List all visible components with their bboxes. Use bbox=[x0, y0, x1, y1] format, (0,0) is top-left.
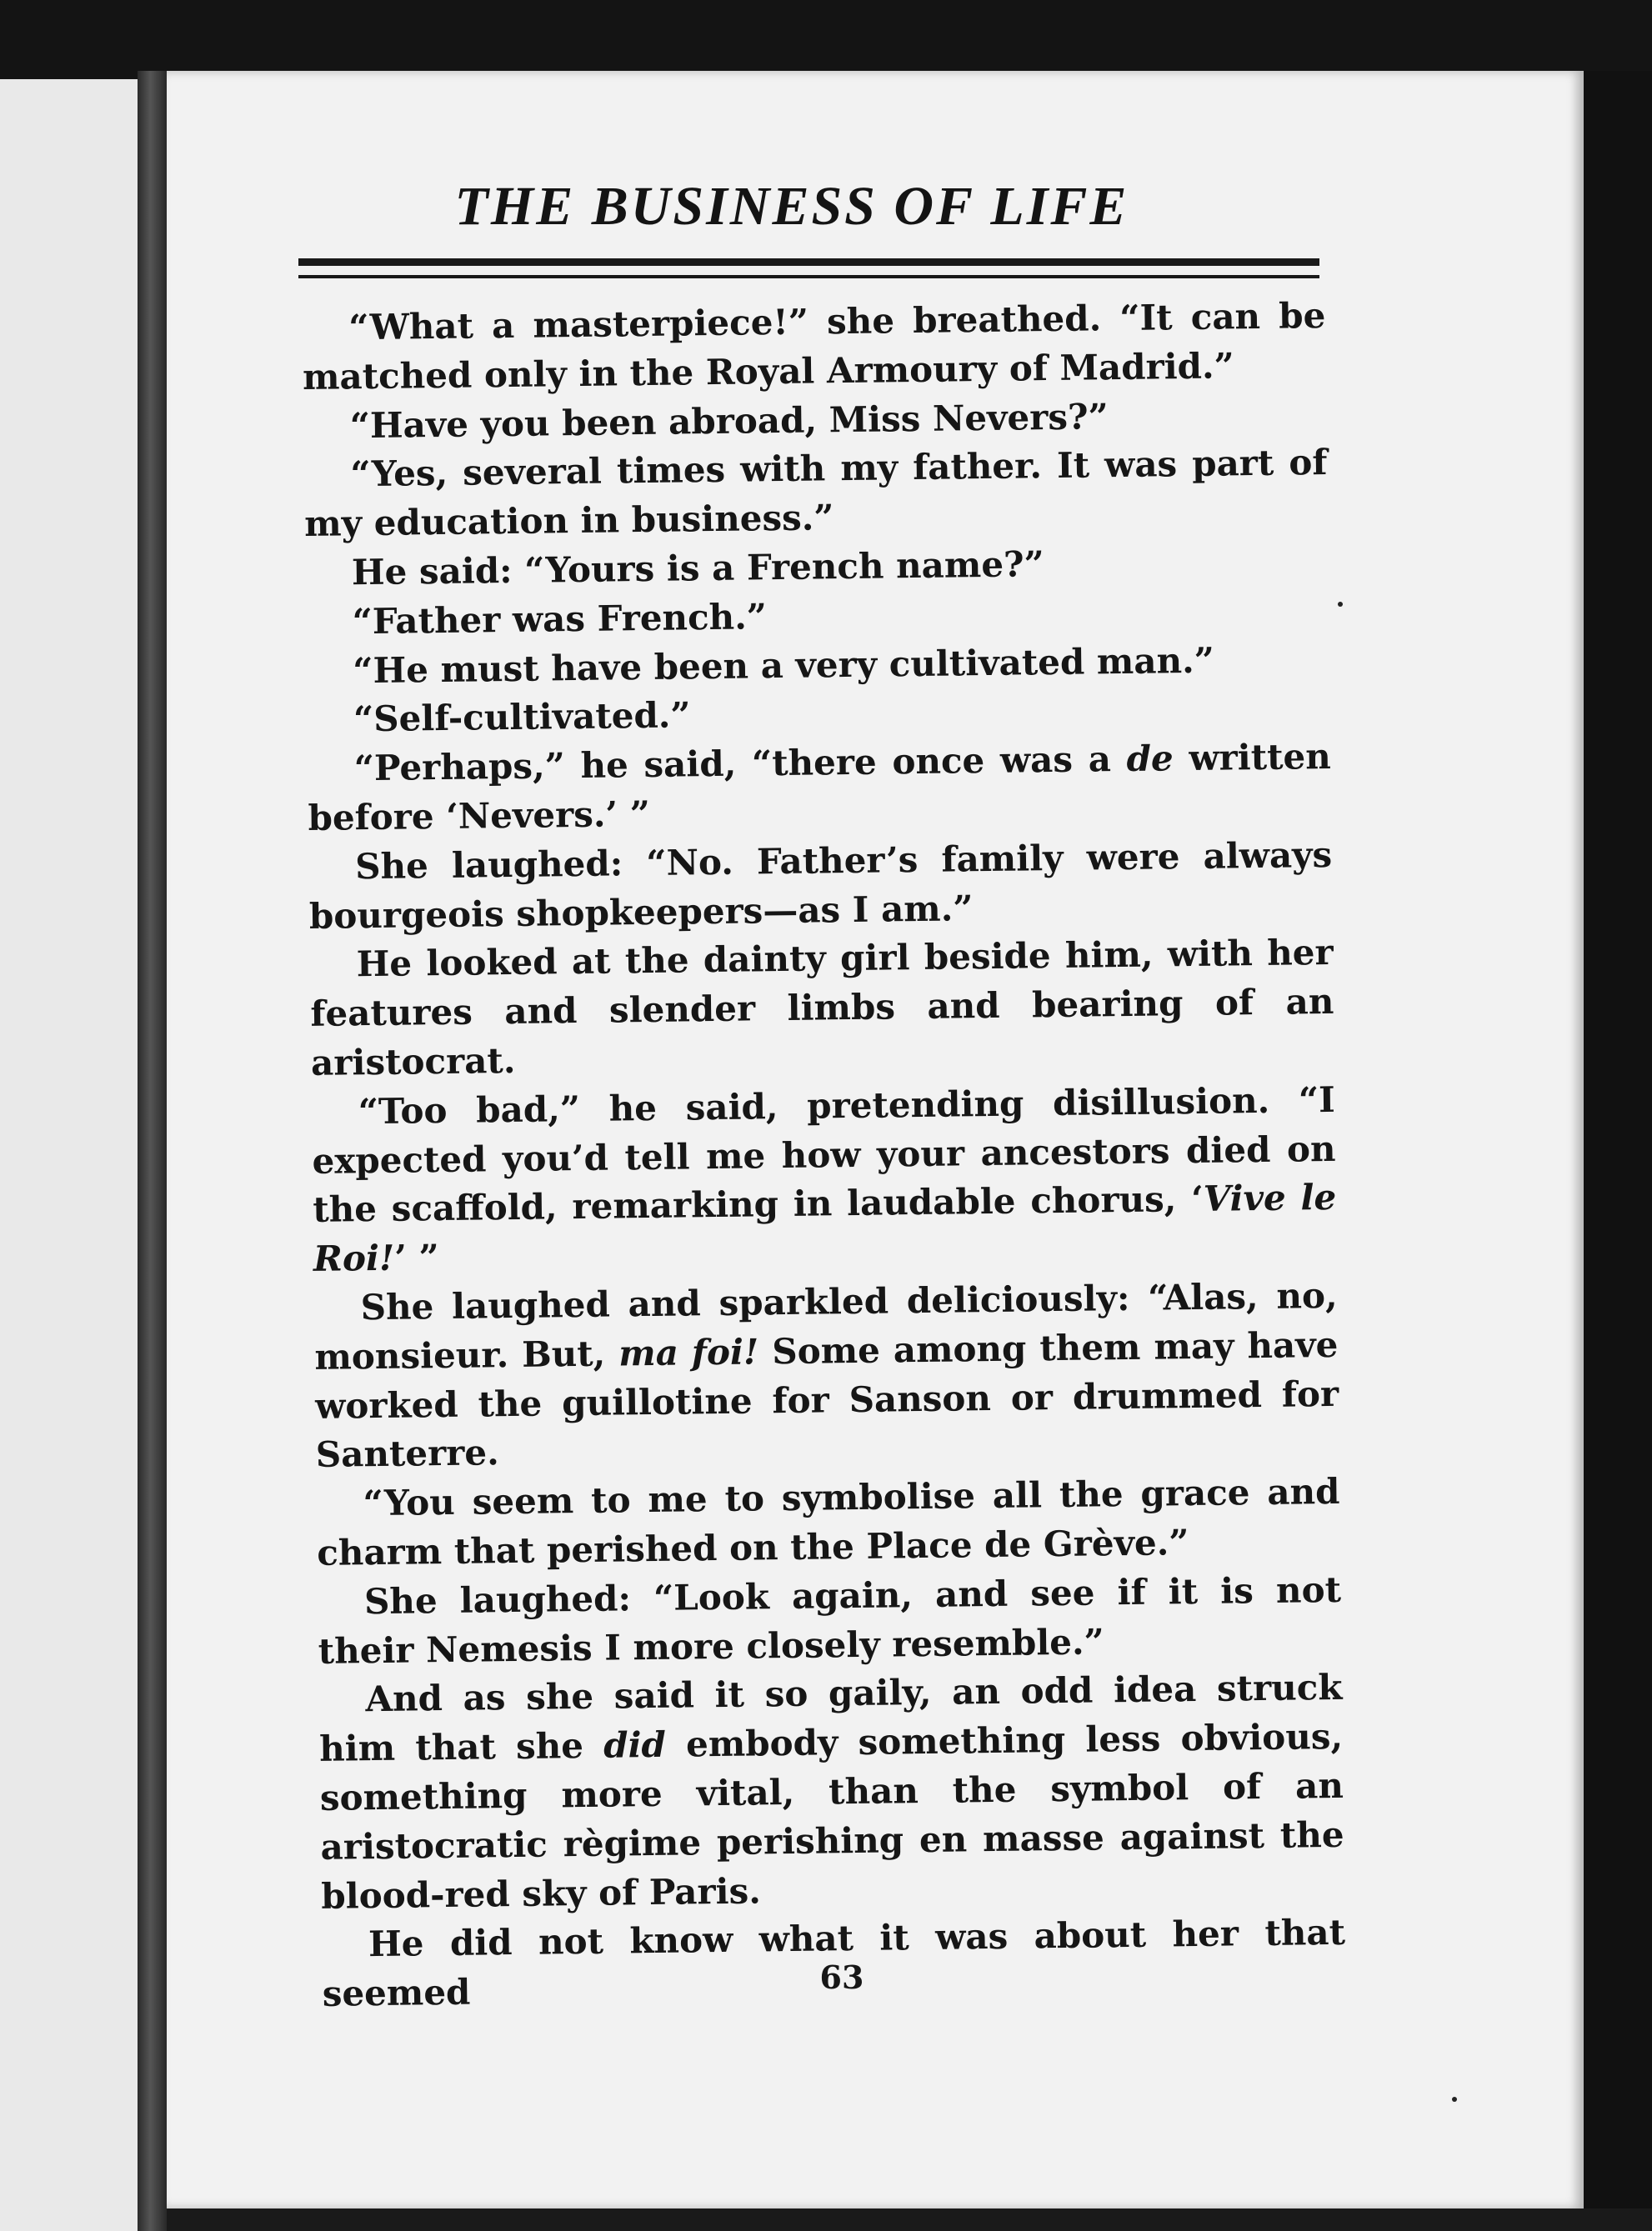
scan-border-bottom bbox=[167, 2208, 1652, 2231]
paragraph bbox=[313, 1272, 1339, 1480]
paragraph: He did not know what it was about her that seemed bbox=[322, 1912, 1346, 2014]
text-run: “Too bad,” he said, pretending disillusion. “I expected you’d tell me how your ancestors died on the scaffold, remarking in laudable chorus, ‘ bbox=[312, 1078, 1336, 1231]
paragraph bbox=[307, 733, 1331, 843]
text-run: Some among them may have worked the guillotine for Sanson or drummed for Santerre. bbox=[314, 1323, 1339, 1476]
paragraph: She laughed: “No. Father’s family were always bourgeois shopkeepers—as I am.” bbox=[308, 833, 1333, 937]
text-run: She laughed and sparkled deliciously: “Alas, no, monsieur. But, bbox=[314, 1274, 1338, 1378]
running-header: THE BUSINESS OF LIFE bbox=[454, 176, 1129, 237]
scan-speck bbox=[1338, 602, 1343, 607]
paragraph: “Have you been abroad, Miss Nevers?” bbox=[349, 395, 1109, 446]
paragraph: She laughed: “Look again, and see if it is not their Nemesis I more closely resemble.” bbox=[318, 1568, 1342, 1672]
scan-speck bbox=[1452, 2097, 1457, 2102]
italic-word: de bbox=[1126, 738, 1174, 780]
paragraph: He said: “Yours is a French name?” bbox=[351, 543, 1045, 593]
paragraph: He looked at the dainty girl beside him, with her features and slender limbs and bearing of an aristocrat. bbox=[310, 932, 1334, 1083]
scan-border-right bbox=[1584, 71, 1652, 2231]
italic-phrase: Vive le Roi! bbox=[313, 1177, 1337, 1280]
italic-word: did bbox=[603, 1723, 667, 1766]
text-run: And as she said it so gaily, an odd idea struck him that she bbox=[318, 1667, 1343, 1769]
paragraph: “What a masterpiece!” she breathed. “It can be matched only in the Royal Armoury of Madrid.” bbox=[302, 294, 1326, 398]
header-rule-thin bbox=[298, 275, 1319, 278]
text-run: ’ ” bbox=[394, 1237, 440, 1278]
italic-phrase: ma foi! bbox=[618, 1331, 759, 1374]
paragraph: “Self-cultivated.” bbox=[353, 694, 691, 740]
paragraph: “He must have been a very cultivated man.” bbox=[353, 639, 1215, 691]
paragraph bbox=[318, 1663, 1344, 1921]
page-number: 63 bbox=[819, 1958, 864, 1996]
text-run: “Perhaps,” he said, “there once was a bbox=[353, 738, 1127, 789]
paragraph: “You seem to me to symbolise all the grace and charm that perished on the Place de Grève.” bbox=[317, 1471, 1340, 1573]
text-run: embody something less obvious, something more vital, than the symbol of an aristocratic règime perishing en masse against the blood-red sky of Paris. bbox=[319, 1715, 1344, 1917]
adjacent-page-edge bbox=[0, 79, 146, 2231]
book-gutter bbox=[138, 71, 169, 2231]
paragraph: “Father was French.” bbox=[352, 595, 768, 643]
body-text bbox=[302, 292, 1346, 2019]
text-run: written before ‘Nevers.’ ” bbox=[308, 736, 1332, 838]
header-rule-thick bbox=[298, 258, 1319, 266]
paragraph: “Yes, several times with my father. It was part of my education in business.” bbox=[303, 442, 1328, 545]
paragraph bbox=[311, 1076, 1337, 1284]
